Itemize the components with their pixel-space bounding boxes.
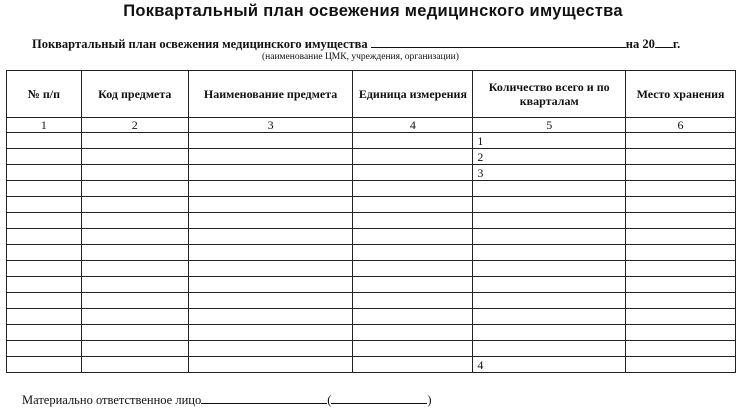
table-cell[interactable] [7,309,82,325]
table-cell[interactable] [473,277,626,293]
table-cell[interactable] [188,277,353,293]
table-cell[interactable] [81,341,188,357]
table-cell[interactable] [353,181,473,197]
header-code: Код предмета [81,71,188,118]
table-cell[interactable] [188,293,353,309]
table-cell[interactable] [626,325,736,341]
table-cell[interactable] [188,309,353,325]
table-cell[interactable] [81,165,188,181]
name-blank[interactable] [331,403,427,404]
header-quantity: Количество всего и по кварталам [473,71,626,118]
table-cell[interactable] [7,357,82,373]
table-cell[interactable] [353,213,473,229]
table-row [7,357,736,373]
table-cell[interactable] [626,133,736,149]
table-cell[interactable] [353,165,473,181]
paren-close: ) [427,393,432,407]
table-cell[interactable] [473,341,626,357]
table-cell[interactable] [353,325,473,341]
table-cell[interactable] [188,149,353,165]
signature-blank[interactable] [201,403,327,404]
table-cell[interactable] [353,309,473,325]
plan-table [6,70,736,373]
table-row [7,293,736,309]
table-row [7,197,736,213]
table-row [7,277,736,293]
table-row [7,229,736,245]
table-row [7,245,736,261]
table-cell[interactable] [626,149,736,165]
subtitle-line [32,37,722,52]
table-cell[interactable] [626,357,736,373]
table-cell[interactable] [473,245,626,261]
column-number: 5 [473,118,626,133]
table-cell[interactable] [626,181,736,197]
table-cell[interactable] [7,133,82,149]
column-number: 6 [626,118,736,133]
table-cell[interactable] [626,165,736,181]
table-cell[interactable] [188,133,353,149]
table-cell[interactable] [188,245,353,261]
table-cell[interactable] [81,325,188,341]
table-cell[interactable] [7,197,82,213]
column-number: 1 [7,118,82,133]
responsible-person-label: Материально ответственное лицо [22,393,202,407]
table-cell[interactable] [473,181,626,197]
table-cell[interactable] [81,197,188,213]
table-cell[interactable] [81,261,188,277]
footer-signature [22,393,432,408]
table-cell[interactable] [353,149,473,165]
table-cell[interactable] [188,325,353,341]
organization-blank[interactable] [371,47,626,48]
header-unit: Единица измерения [353,71,473,118]
table-cell[interactable] [626,197,736,213]
header-row [7,71,736,118]
table-cell[interactable] [188,181,353,197]
table-cell[interactable] [473,293,626,309]
organization-hint: (наименование ЦМК, учреждения, организации) [262,52,459,62]
subtitle-text: Поквартальный план освежения медицинского имущества [32,37,368,51]
quarter-mark[interactable]: 3 [473,165,626,181]
table-cell[interactable] [81,357,188,373]
table-cell[interactable] [7,261,82,277]
year-blank[interactable] [655,47,673,48]
table-row [7,309,736,325]
column-number: 2 [81,118,188,133]
table-cell[interactable] [81,181,188,197]
table-row [7,261,736,277]
table-cell[interactable] [7,149,82,165]
table-cell[interactable] [81,245,188,261]
table-cell[interactable] [7,213,82,229]
table-cell[interactable] [353,341,473,357]
table-cell[interactable] [473,229,626,245]
table-cell[interactable] [7,325,82,341]
table-row [7,133,736,149]
paren-open: ( [327,393,332,407]
table-cell[interactable] [81,309,188,325]
table-cell[interactable] [81,133,188,149]
table-cell[interactable] [353,197,473,213]
table-row [7,149,736,165]
table-cell[interactable] [473,325,626,341]
table-cell[interactable] [81,293,188,309]
quarter-mark[interactable]: 4 [473,357,626,373]
table-cell[interactable] [353,261,473,277]
table-cell[interactable] [81,149,188,165]
table-cell[interactable] [188,229,353,245]
table-row [7,213,736,229]
table-cell[interactable] [473,309,626,325]
table-cell[interactable] [626,293,736,309]
table-cell[interactable] [353,277,473,293]
table-cell[interactable] [473,197,626,213]
year-prefix: на 20 [625,37,655,51]
header-storage: Место хранения [626,71,736,118]
table-cell[interactable] [626,341,736,357]
table-cell[interactable] [7,165,82,181]
page-title: Поквартальный план освежения медицинского имущества [123,2,623,20]
table-cell[interactable] [626,245,736,261]
table-row [7,165,736,181]
table-cell[interactable] [81,213,188,229]
table-cell[interactable] [188,165,353,181]
header-name: Наименование предмета [188,71,353,118]
table-cell[interactable] [353,229,473,245]
column-number-row [7,118,736,133]
quarter-mark[interactable]: 1 [473,133,626,149]
table-cell[interactable] [626,229,736,245]
header-number: № п/п [7,71,82,118]
column-number: 3 [188,118,353,133]
table-cell[interactable] [81,229,188,245]
table-cell[interactable] [188,197,353,213]
table-cell[interactable] [473,261,626,277]
table-cell[interactable] [626,277,736,293]
year-suffix: г. [672,37,681,51]
table-cell[interactable] [353,357,473,373]
table-cell[interactable] [7,229,82,245]
table-cell[interactable] [626,213,736,229]
table-row [7,325,736,341]
table-cell[interactable] [353,245,473,261]
table-cell[interactable] [626,261,736,277]
table-cell[interactable] [7,181,82,197]
table-cell[interactable] [7,341,82,357]
table-cell[interactable] [353,293,473,309]
table-cell[interactable] [7,293,82,309]
table-cell[interactable] [81,277,188,293]
table-row [7,181,736,197]
table-cell[interactable] [188,341,353,357]
quarter-mark[interactable]: 2 [473,149,626,165]
table-cell[interactable] [7,245,82,261]
table-row [7,341,736,357]
table-cell[interactable] [473,213,626,229]
column-number: 4 [353,118,473,133]
table-cell[interactable] [7,277,82,293]
table-cell[interactable] [188,357,353,373]
table-cell[interactable] [626,309,736,325]
table-cell[interactable] [353,133,473,149]
table-cell[interactable] [188,261,353,277]
table-cell[interactable] [188,213,353,229]
